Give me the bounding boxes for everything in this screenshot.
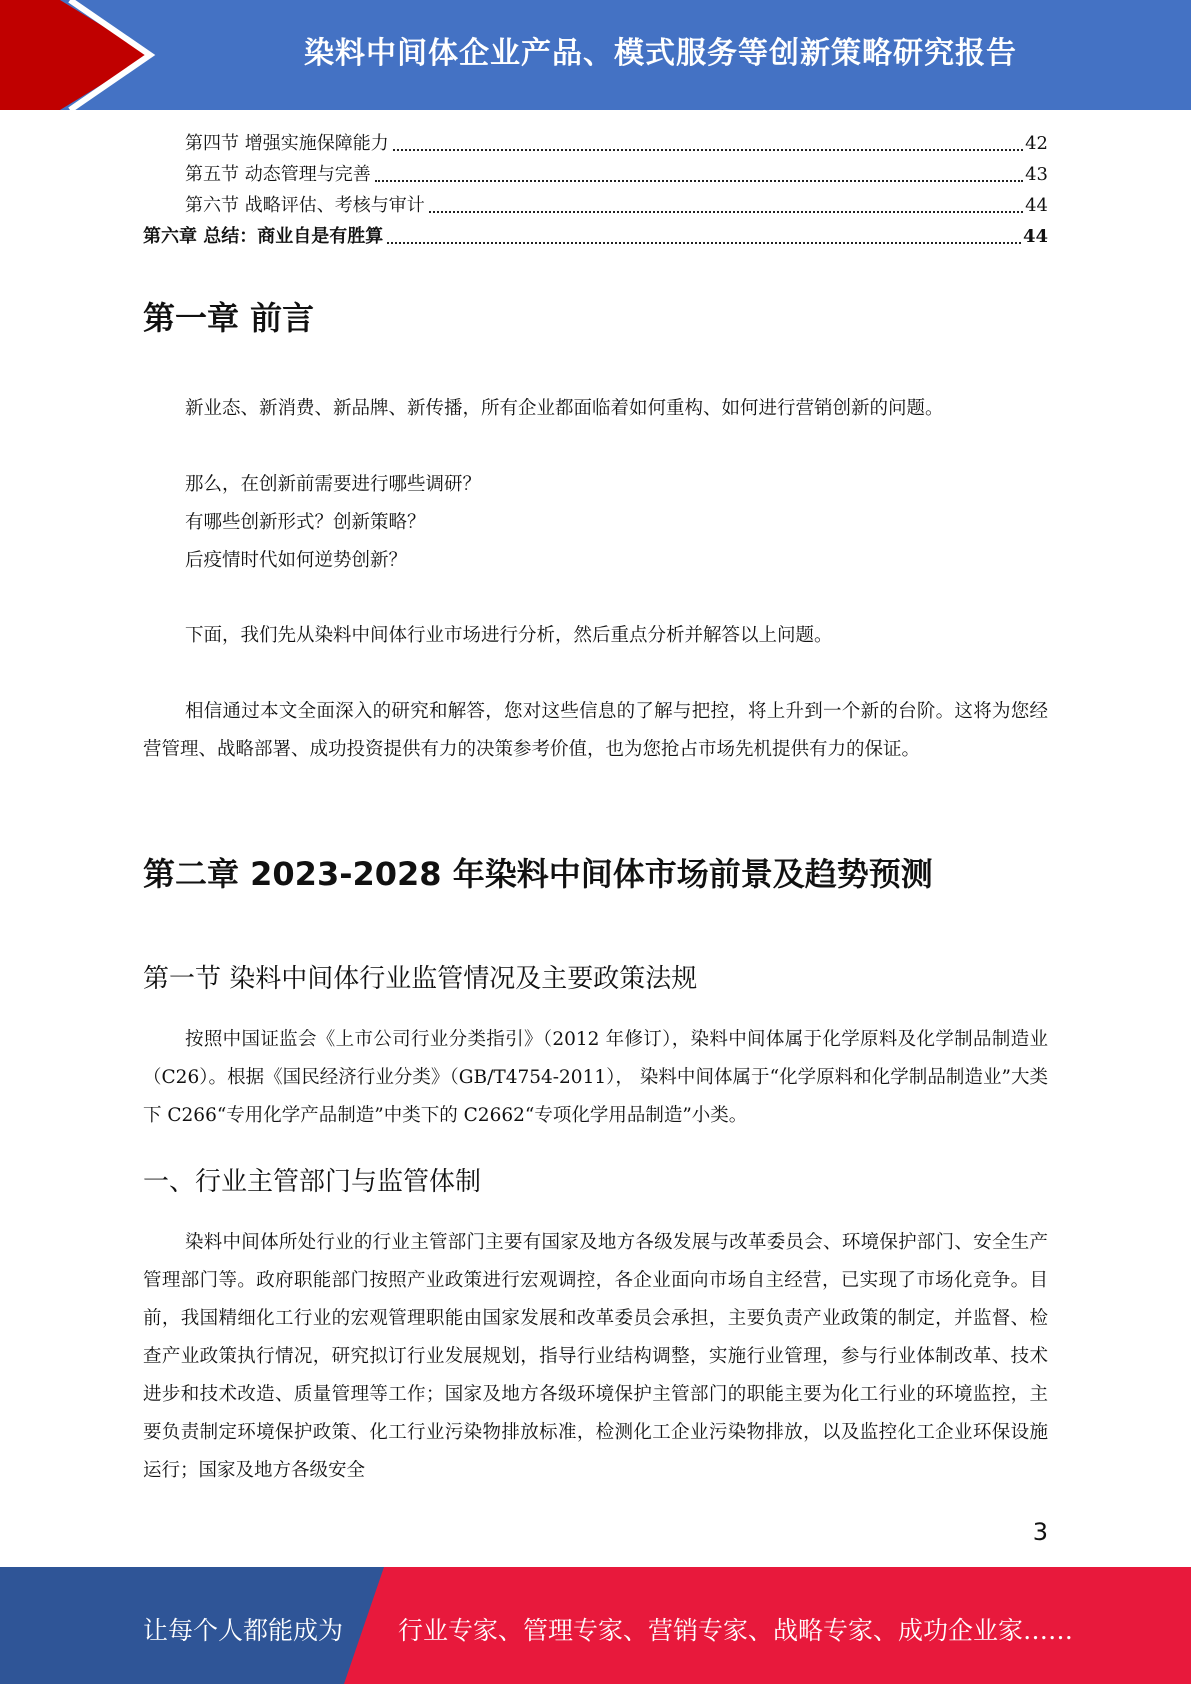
toc-leader-dots <box>393 149 1023 151</box>
toc-entry[interactable] <box>143 128 1048 159</box>
chapter-1-question-list <box>143 466 1048 580</box>
toc-entry-page: 42 <box>1025 133 1048 154</box>
toc-entry-page: 44 <box>1025 195 1048 216</box>
toc-entry[interactable] <box>143 159 1048 190</box>
subsection-1-paragraph: 染料中间体所处行业的行业主管部门主要有国家及地方各级发展与改革委员会、环境保护部门、安全生产管理部门等。政府职能部门按照产业政策进行宏观调控，各企业面向市场自主经营，已实现了市场化竞争。目前，我国精细化工行业的宏观管理职能由国家发展和改革委员会承担，主要负责产业政策的制定，并监督、检查产业政策执行情况，研究拟订行业发展规划，指导行业结构调整，实施行业管理，参与行业体制改革、技术进步和技术改造、质量管理等工作；国家及地方各级环境保护主管部门的职能主要为化工行业的环境监控，主要负责制定环境保护政策、化工行业污染物排放标准，检测化工企业污染物排放，以及监控化工企业环保设施运行；国家及地方各级安全 <box>143 1232 1048 1481</box>
question-item: 后疫情时代如何逆势创新？ <box>185 550 408 571</box>
page-number: 3 <box>1032 1518 1048 1546</box>
toc-leader-dots <box>375 180 1023 182</box>
toc-entry-label: 第六章 总结：商业自是有胜算 <box>143 226 384 247</box>
chapter-1-paragraph-1: 新业态、新消费、新品牌、新传播，所有企业都面临着如何重构、如何进行营销创新的问题。 <box>185 398 944 419</box>
toc-entry-page: 43 <box>1025 164 1048 185</box>
chapter-1-heading: 第一章 前言 <box>143 299 315 337</box>
toc-entry-label: 第五节 动态管理与完善 <box>185 164 371 185</box>
toc-leader-dots <box>387 242 1021 244</box>
toc-entry-chapter[interactable] <box>143 221 1048 252</box>
subsection-1-heading: 一、行业主管部门与监管体制 <box>143 1167 482 1197</box>
question-item: 那么，在创新前需要进行哪些调研？ <box>185 474 482 495</box>
question-item: 有哪些创新形式？创新策略？ <box>185 512 426 533</box>
toc-leader-dots <box>429 211 1023 213</box>
toc-entry-label: 第六节 战略评估、考核与审计 <box>185 195 425 216</box>
toc-entry-page: 44 <box>1022 226 1048 247</box>
chapter-1-paragraph-2: 下面，我们先从染料中间体行业市场进行分析，然后重点分析并解答以上问题。 <box>185 625 833 646</box>
page-header <box>0 0 1191 110</box>
page-footer <box>0 1567 1191 1684</box>
footer-slogan-left: 让每个人都能成为 <box>143 1616 344 1645</box>
footer-slogan-right: 行业专家、管理专家、营销专家、战略专家、成功企业家…… <box>398 1616 1074 1645</box>
table-of-contents <box>143 128 1048 252</box>
chapter-2-heading: 第二章 2023-2028 年染料中间体市场前景及趋势预测 <box>143 855 933 893</box>
header-title: 染料中间体企业产品、模式服务等创新策略研究报告 <box>304 36 1017 71</box>
section-1-heading: 第一节 染料中间体行业监管情况及主要政策法规 <box>143 964 698 994</box>
section-1-paragraph: 按照中国证监会《上市公司行业分类指引》（2012 年修订），染料中间体属于化学原料及化学制品制造业（C26）。根据《国民经济行业分类》（GB/T4754-2011）， 染料中间体属于“化学原料和化学制品制造业”大类下 C266“专用化学产品制造”中类下的 C2662“专项化学用品制造”小类。 <box>143 1029 1048 1126</box>
toc-entry[interactable] <box>143 190 1048 221</box>
chapter-1-paragraph-3: 相信通过本文全面深入的研究和解答，您对这些信息的了解与把控，将上升到一个新的台阶。这将为您经营管理、战略部署、成功投资提供有力的决策参考价值，也为您抢占市场先机提供有力的保证。 <box>143 701 1048 760</box>
toc-entry-label: 第四节 增强实施保障能力 <box>185 133 389 154</box>
